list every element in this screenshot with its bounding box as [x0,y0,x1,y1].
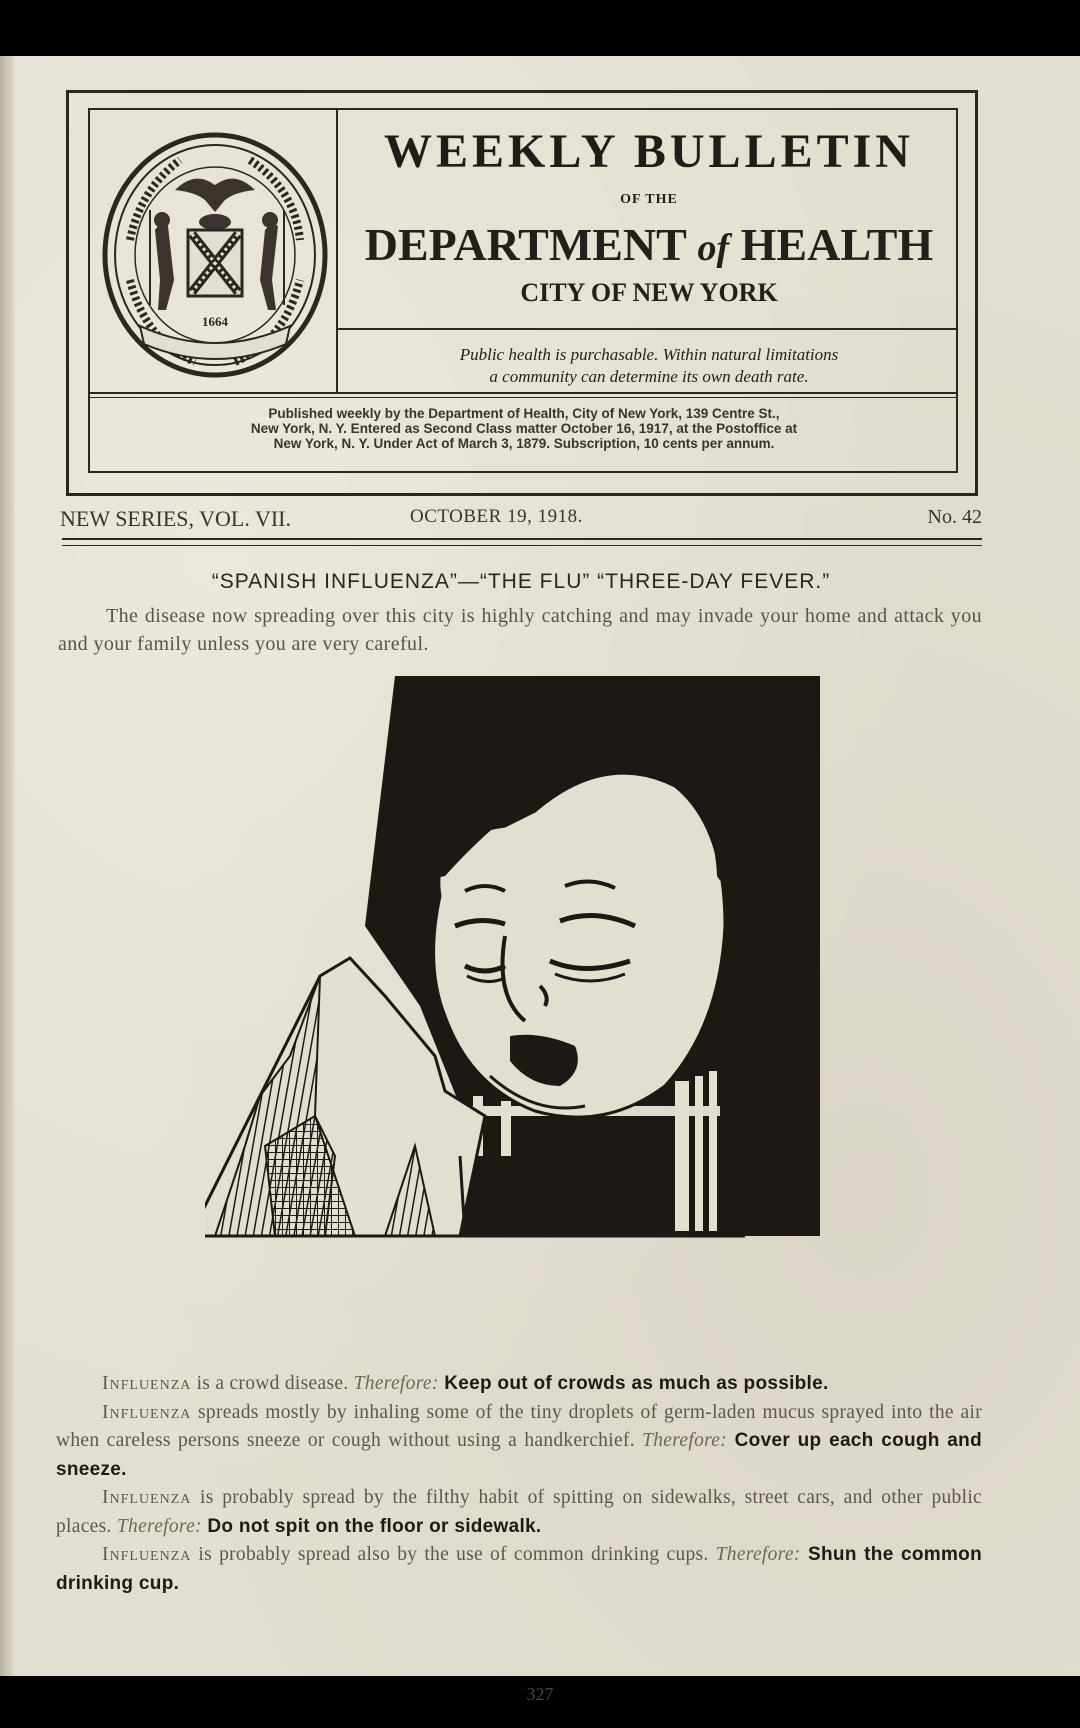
article-paragraph [56,1399,982,1485]
advice-text: Shun the common drinking cup. [56,1544,982,1594]
paragraph-subject: Influenza [102,1373,192,1394]
city-seal-image [100,130,330,380]
series-volume: NEW SERIES, VOL. VII. [60,506,291,531]
series-line [60,506,982,536]
motto [340,344,958,388]
paragraph-text: is a crowd disease. [191,1373,354,1394]
article-intro: The disease now spreading over this city is highly catching and may invade your home and attack you and your family unless you are very careful. [58,605,982,655]
article-body [56,1370,982,1598]
bulletin-title-connector: OF THE [620,192,678,207]
page-spine-shadow [0,56,14,1676]
paragraph-text: is probably spread by the filthy habit of spitting on sidewalks, street cars, and other public places. [56,1487,982,1537]
therefore-label: Therefore: [116,1515,202,1537]
article-paragraph [56,1541,982,1598]
advice-text: Cover up each cough and sneeze. [56,1430,982,1480]
article-paragraph [56,1370,982,1399]
paragraph-subject: Influenza [102,1544,192,1565]
paragraph-subject: Influenza [102,1487,192,1508]
article-headline: “SPANISH INFLUENZA”—“THE FLU” “THREE-DAY FEVER.” [211,570,831,593]
department-name-part: HEALTH [740,219,934,270]
sneezing-man-illustration [205,676,825,1356]
advice-text: Keep out of crowds as much as possible. [438,1373,829,1394]
paragraph-text: is probably spread also by the use of common drinking cups. [191,1544,716,1565]
publication-line: New York, N. Y. Under Act of March 3, 1879. Subscription, 10 cents per annum. [273,436,775,451]
bulletin-title: WEEKLY BULLETIN [384,125,914,178]
masthead-divider [88,397,958,398]
paragraph-text: spreads mostly by inhaling some of the tiny droplets of germ-laden mucus sprayed into the air when careless persons sneeze or cough without using a handkerchief. [56,1401,982,1451]
issue-number: No. 42 [927,506,982,528]
bulletin-page [0,56,1080,1704]
therefore-label: Therefore: [642,1430,728,1451]
department-name-of: of [697,227,730,269]
publication-line: Published weekly by the Department of Health, City of New York, 139 Centre St., [268,406,780,421]
seal-year: 1664 [202,314,228,329]
advice-text: Do not spit on the floor or sidewalk. [201,1515,542,1537]
series-rule [62,545,982,546]
page-number: 327 [526,1684,554,1704]
motto-line: Public health is purchasable. Within natural limitations [459,345,839,364]
publication-notice [96,406,952,451]
motto-line: a community can determine its own death rate. [489,367,809,386]
article-paragraph [56,1484,982,1541]
therefore-label: Therefore: [353,1373,439,1394]
department-name [340,218,958,271]
series-rule [62,538,982,540]
masthead-divider [338,328,958,330]
therefore-label: Therefore: [715,1544,801,1565]
masthead-divider [336,108,338,392]
masthead-divider [88,392,958,394]
department-name-part: DEPARTMENT [364,219,686,270]
issue-date: OCTOBER 19, 1918. [410,506,583,527]
paragraph-subject: Influenza [102,1401,192,1423]
publication-line: New York, N. Y. Entered as Second Class matter October 16, 1917, at the Postoffice at [250,421,798,436]
city-name: CITY OF NEW YORK [520,278,778,307]
